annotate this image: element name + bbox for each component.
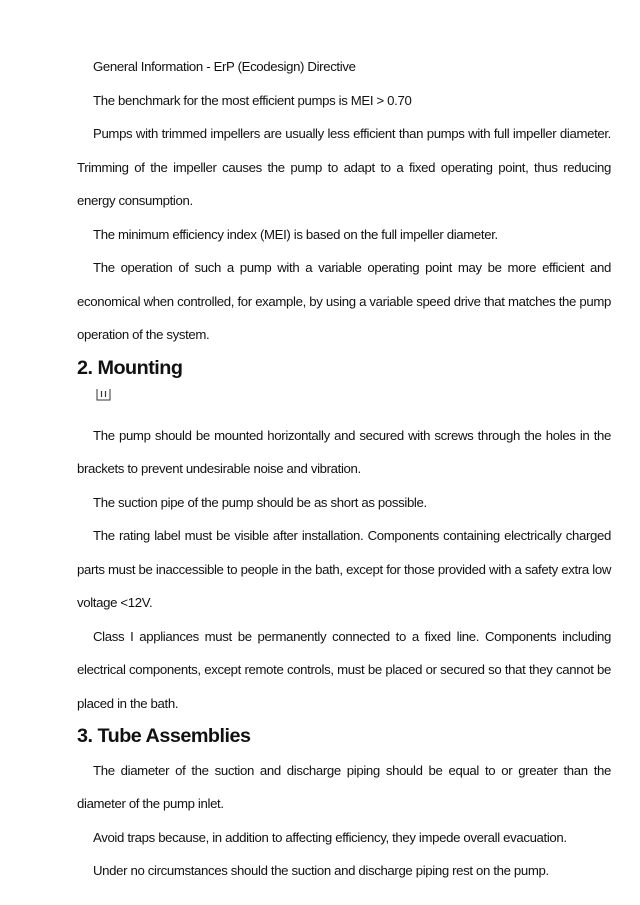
mounting-heading: 2. Mounting: [77, 356, 183, 379]
mounting-paragraph-2: The suction pipe of the pump should be as short as possible.: [93, 494, 427, 510]
mounting-paragraph-4: Class I appliances must be permanently connected to a fixed line. Components including electrical components, except remote controls, must be placed or secured so that they cannot be placed in the bath.: [77, 628, 611, 711]
tubes-paragraph-3: Under no circumstances should the suction and discharge piping rest on the pump.: [93, 863, 549, 878]
tube-assemblies-heading: 3. Tube Assemblies: [77, 725, 251, 747]
trimmed-impeller-paragraph: Pumps with trimmed impellers are usually less efficient than pumps with full impeller diameter. Trimming of the impeller causes the pump to adapt to a fixed operating point, thus reducing energy consumption.: [77, 126, 611, 208]
warning-row: [77, 385, 611, 419]
benchmark-paragraph: The benchmark for the most efficient pumps is MEI > 0.70: [93, 92, 412, 108]
mounting-paragraph-3: The rating label must be visible after installation. Components containing electrically charged parts must be inaccessible to people in the bath, except for those provided with a safety extra low voltage <12V.: [77, 528, 611, 610]
document-page: [77, 50, 611, 888]
variable-operation-paragraph: The operation of such a pump with a variable operating point may be more efficient and economical when controlled, for example, by using a variable speed drive that matches the pump operation of the system.: [77, 260, 611, 342]
tubes-paragraph-2: Avoid traps because, in addition to affecting efficiency, they impede overall evacuation.: [93, 829, 567, 845]
mei-paragraph: The minimum efficiency index (MEI) is based on the full impeller diameter.: [93, 226, 498, 242]
warning-icon: [96, 388, 111, 401]
mounting-paragraph-1: The pump should be mounted horizontally and secured with screws through the holes in the brackets to prevent undesirable noise and vibration.: [77, 427, 611, 476]
tubes-paragraph-1: The diameter of the suction and discharge piping should be equal to or greater than the diameter of the pump inlet.: [77, 762, 611, 811]
general-info-title: General Information - ErP (Ecodesign) Directive: [93, 59, 356, 74]
